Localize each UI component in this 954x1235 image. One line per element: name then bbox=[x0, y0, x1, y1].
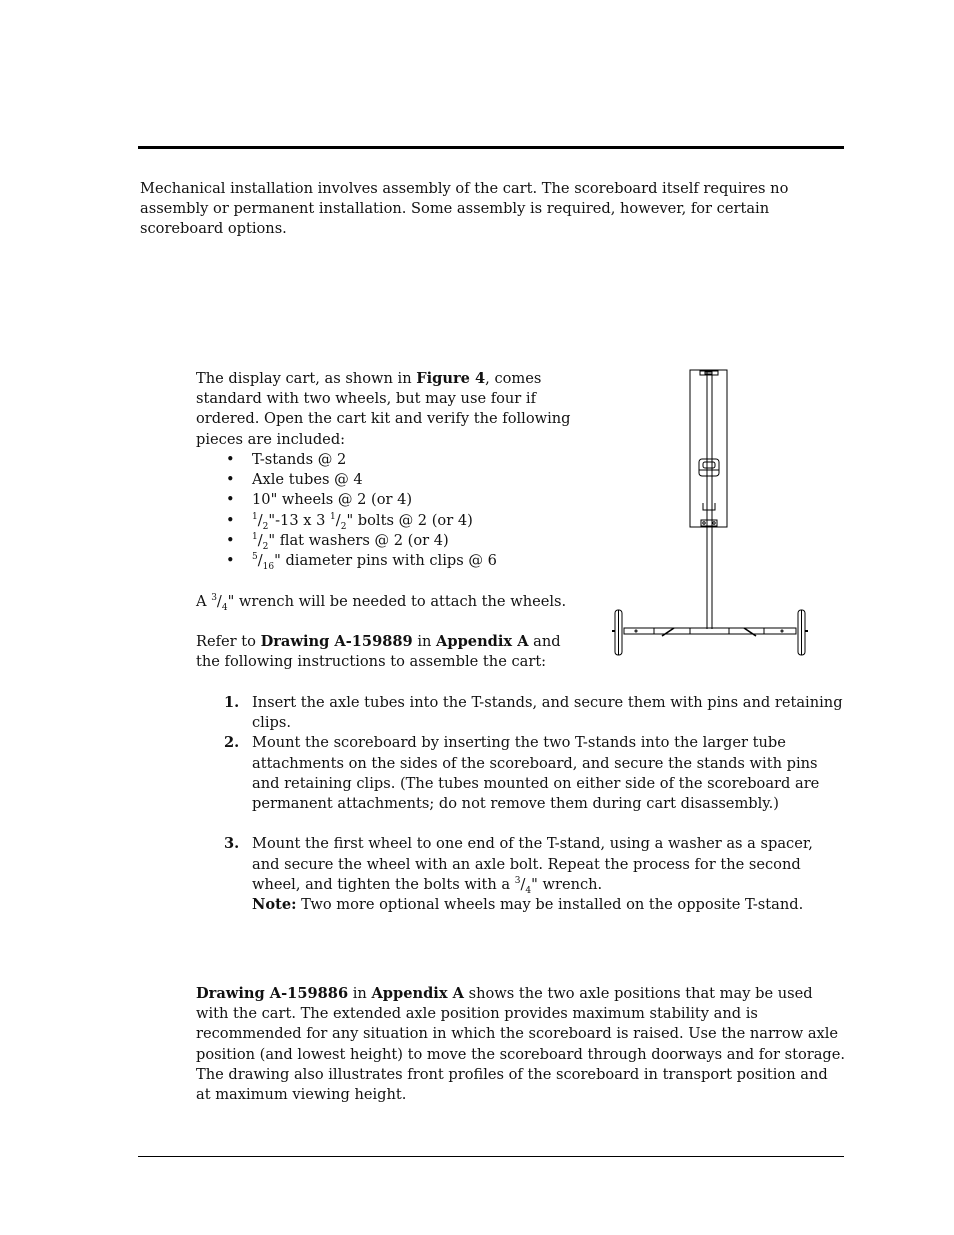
refer-paragraph: Refer to Drawing A-159889 in Appendix A and the following instructions to assemble the cart: bbox=[196, 633, 561, 671]
note-label: Note: bbox=[252, 896, 297, 913]
list-item: • $^1/_2"-13$ x 3 $^1/_2$" bolts @ 2 (or 4) bbox=[226, 511, 497, 531]
header-rule bbox=[138, 146, 844, 149]
assembly-steps bbox=[224, 693, 844, 895]
appendix-reference: Appendix A bbox=[371, 985, 464, 1002]
scoreboard-panel bbox=[690, 370, 727, 527]
axle-tube bbox=[624, 628, 796, 634]
list-item: • $^5/_{16}$" diameter pins with clips @ 6 bbox=[226, 551, 497, 571]
list-item: • T-stands @ 2 bbox=[226, 450, 497, 470]
list-item: 2. Mount the scoreboard by inserting the two T-stands into the larger tube attachments on the sides of the scoreboard, and secure the stands with pins and retaining clips. (The tubes mounted on either side of the scoreboard are permanent attachments; do not remove them during cart disassembly.) bbox=[224, 734, 820, 813]
wrench-note: A $^3/_4$" wrench will be needed to attach the wheels. bbox=[196, 593, 567, 613]
cart-figure bbox=[608, 366, 810, 662]
drawing-reference: Drawing A-159889 bbox=[260, 633, 413, 650]
cart-intro-paragraph: The display cart, as shown in Figure 4, comes standard with two wheels, but may use four if ordered. Open the cart kit and verify the following pieces are included: bbox=[196, 370, 571, 448]
note-paragraph: Note: Two more optional wheels may be installed on the opposite T-stand. bbox=[252, 896, 804, 913]
drawing-reference: Drawing A-159886 bbox=[196, 985, 349, 1002]
intro-paragraph: Mechanical installation involves assembly of the cart. The scoreboard itself requires no assembly or permanent installation. Some assembly is required, however, for certain scoreboard options. bbox=[140, 180, 789, 238]
list-item: 3. Mount the first wheel to one end of the T-stand, using a washer as a spacer, and secure the wheel with an axle bolt. Repeat the process for the second wheel, and tighten the bolts with a $^3/_4$" wrench. bbox=[224, 835, 813, 896]
parts-list bbox=[226, 450, 497, 571]
figure-reference: Figure 4 bbox=[416, 370, 486, 387]
axle-positions-paragraph: Drawing A-159886 in Appendix A shows the two axle positions that may be used with the cart. The extended axle position provides maximum stability and is recommended for any situation in which the scoreboard is raised. Use the narrow axle position (and lowest height) to move the scoreboard through doorways and for storage. The drawing also illustrates front profiles of the scoreboard in transport position and at maximum viewing height. bbox=[196, 985, 846, 1104]
list-item: • Axle tubes @ 4 bbox=[226, 470, 497, 490]
appendix-reference: Appendix A bbox=[436, 633, 529, 650]
list-item: • $^1/_2$" flat washers @ 2 (or 4) bbox=[226, 531, 497, 551]
list-item: • 10" wheels @ 2 (or 4) bbox=[226, 490, 497, 510]
footer-rule bbox=[138, 1156, 844, 1157]
list-item: 1. Insert the axle tubes into the T-stands, and secure them with pins and retaining clips. bbox=[224, 694, 843, 732]
